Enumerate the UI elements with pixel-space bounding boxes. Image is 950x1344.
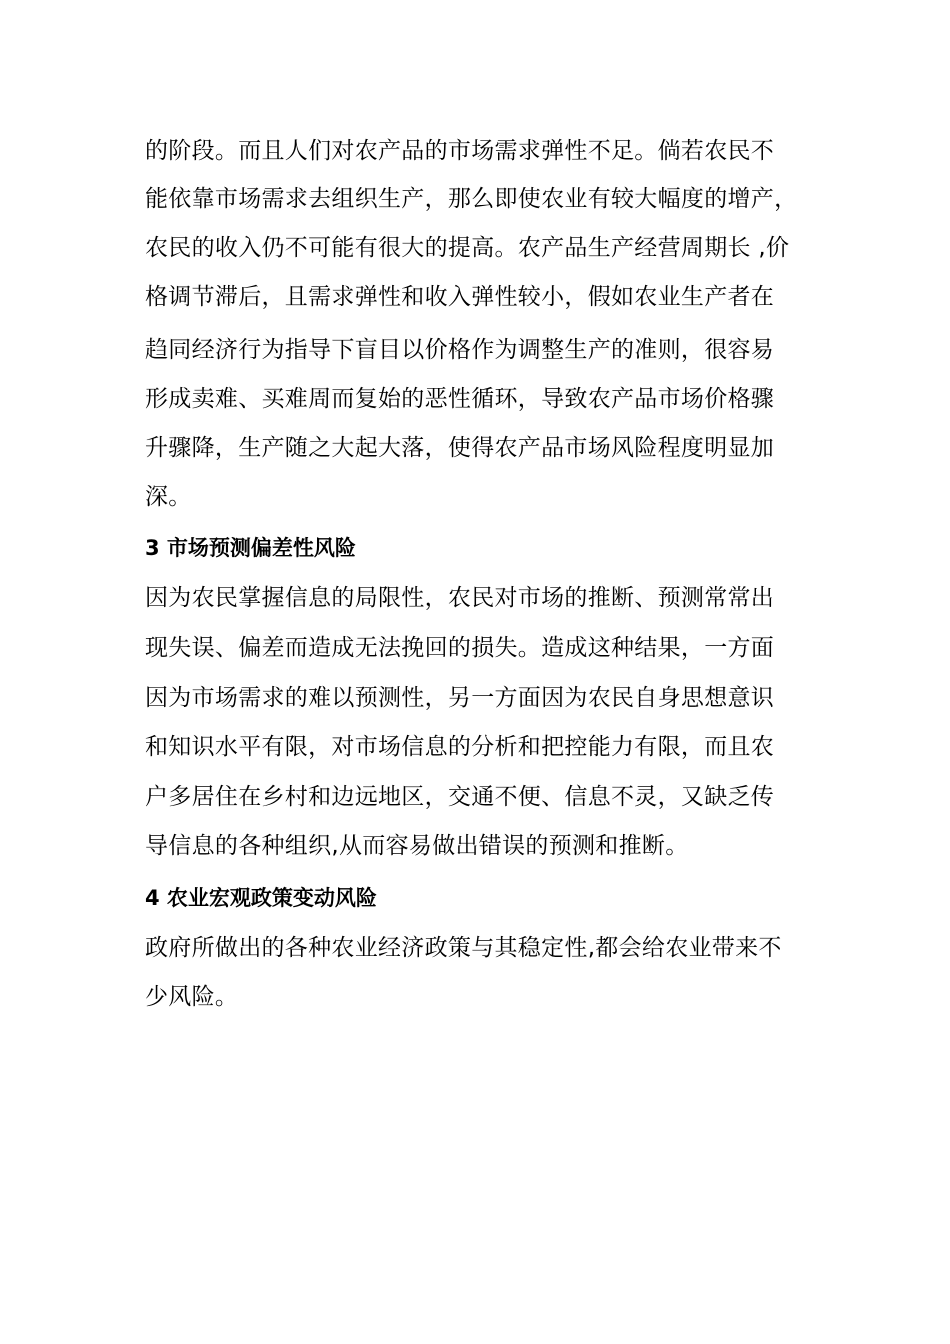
paragraph-2-line-1: 因为农民掌握信息的局限性，农民对市场的推断、预测常常出 — [145, 585, 775, 611]
paragraph-1-line-7: 升骤降，生产随之大起大落，使得农产品市场风险程度明显加 — [145, 435, 775, 461]
paragraph-3-line-2: 少风险。 — [145, 984, 239, 1010]
paragraph-2-line-3: 因为市场需求的难以预测性，另一方面因为农民自身思想意识 — [145, 685, 775, 711]
paragraph-2-line-5: 户多居住在乡村和边远地区，交通不便、信息不灵，又缺乏传 — [145, 784, 775, 810]
paragraph-2-line-6: 导信息的各种组织,从而容易做出错误的预测和推断。 — [145, 833, 689, 859]
paragraph-2-line-4: 和知识水平有限，对市场信息的分析和把控能力有限，而且农 — [145, 734, 775, 760]
section-heading-3: 3 市场预测偏差性风险 — [145, 536, 356, 560]
paragraph-2-line-2: 现失误、偏差而造成无法挽回的损失。造成这种结果，一方面 — [145, 635, 775, 661]
paragraph-1-line-2: 能依靠市场需求去组织生产，那么即使农业有较大幅度的增产， — [145, 186, 798, 212]
paragraph-1-line-4: 格调节滞后，且需求弹性和收入弹性较小，假如农业生产者在 — [145, 284, 775, 310]
paragraph-1-line-5: 趋同经济行为指导下盲目以价格作为调整生产的准则，很容易 — [145, 337, 775, 363]
paragraph-1-line-1: 的阶段。而且人们对农产品的市场需求弹性不足。倘若农民不 — [145, 138, 775, 164]
paragraph-3-line-1: 政府所做出的各种农业经济政策与其稳定性,都会给农业带来不 — [145, 935, 782, 961]
paragraph-1-line-8: 深。 — [145, 484, 192, 510]
paragraph-1-line-6: 形成卖难、买难周而复始的恶性循环，导致农产品市场价格骤 — [145, 386, 775, 412]
section-heading-4: 4 农业宏观政策变动风险 — [145, 886, 377, 910]
paragraph-1-line-3: 农民的收入仍不可能有很大的提高。农产品生产经营周期长 ,价 — [145, 235, 790, 261]
